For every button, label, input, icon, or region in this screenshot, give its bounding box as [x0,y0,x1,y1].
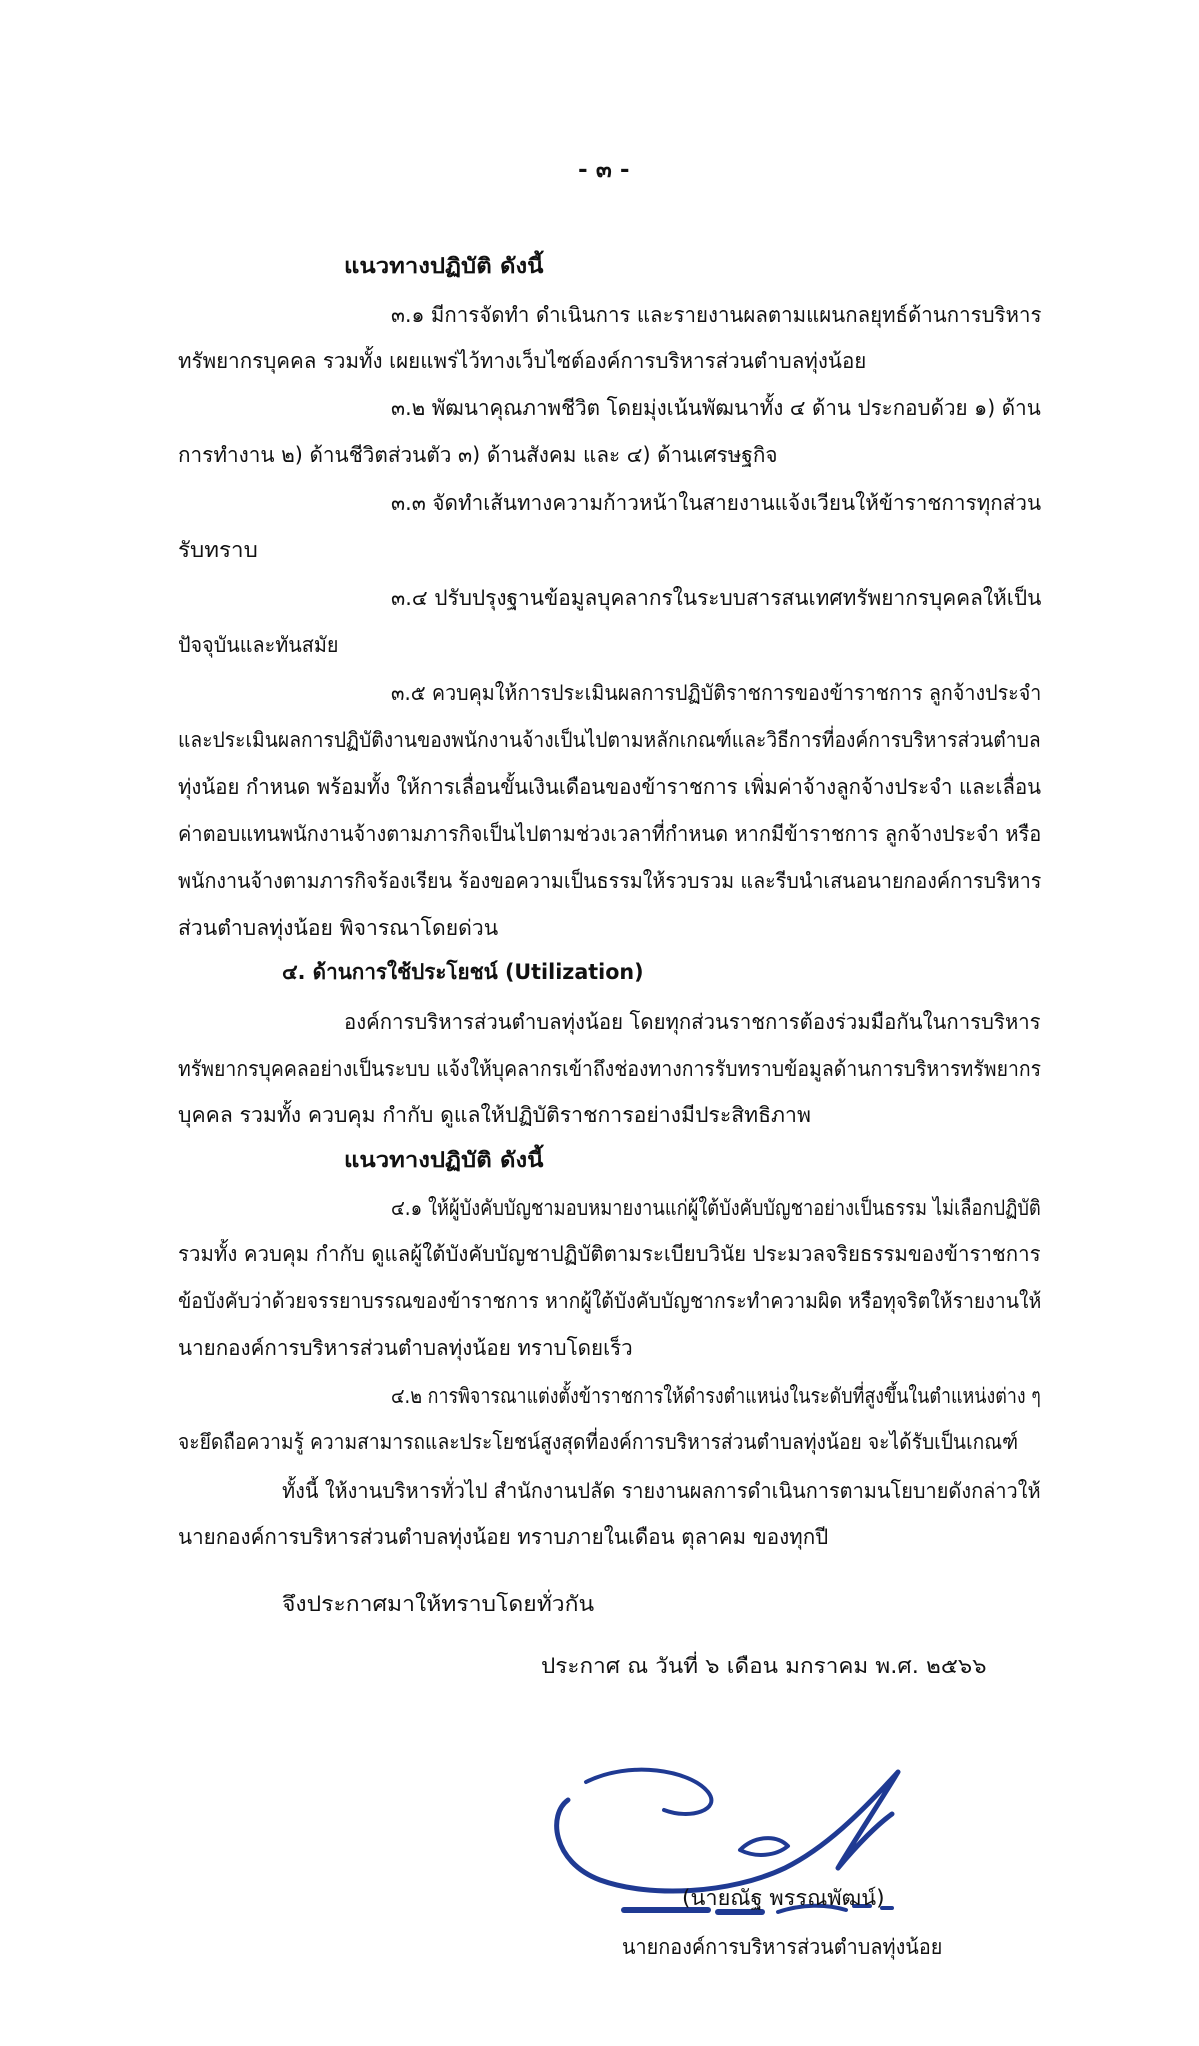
section4-title: ๔. ด้านการใช้ประโยชน์ (Utilization) [282,960,644,984]
section4-intro-line2: ทรัพยากรบุคคลอย่างเป็นระบบ แจ้งให้บุคลากรเข้าถึงช่องทางการรับทราบข้อมูลด้านการบริหารทรัพยากร [178,1057,1042,1081]
section3-guideline-heading: แนวทางปฏิบัติ ดังนี้ [344,254,544,278]
item-3-3-line2: รับทราบ [178,538,258,562]
item-3-5-line6: ส่วนตำบลทุ่งน้อย พิจารณาโดยด่วน [178,916,499,940]
item-3-2-line1: ๓.๒ พัฒนาคุณภาพชีวิต โดยมุ่งเน้นพัฒนาทั้ง ๔ ด้าน ประกอบด้วย ๑) ด้าน [391,396,1041,420]
item-3-4-line2: ปัจจุบันและทันสมัย [178,633,339,657]
closing-line2: นายกองค์การบริหารส่วนตำบลทุ่งน้อย ทราบภายในเดือน ตุลาคม ของทุกปี [178,1525,829,1549]
announcement-line: จึงประกาศมาให้ทราบโดยทั่วกัน [282,1592,595,1616]
item-4-2-line2: จะยึดถือความรู้ ความสามารถและประโยชน์สูงสุดที่องค์การบริหารส่วนตำบลทุ่งน้อย จะได้รับเป็นเกณฑ์ [178,1430,1019,1454]
section4-intro-line1: องค์การบริหารส่วนตำบลทุ่งน้อย โดยทุกส่วนราชการต้องร่วมมือกันในการบริหาร [344,1010,1041,1034]
item-3-2-line2: การทำงาน ๒) ด้านชีวิตส่วนตัว ๓) ด้านสังคม และ ๔) ด้านเศรษฐกิจ [178,443,778,467]
signature-stroke [557,1772,898,1891]
item-4-1-line2: รวมทั้ง ควบคุม กำกับ ดูแลผู้ใต้บังคับบัญชาปฏิบัติตามระเบียบวินัย ประมวลจริยธรรมของข้าราชการ [178,1242,1041,1266]
announcement-date: ประกาศ ณ วันที่ ๖ เดือน มกราคม พ.ศ. ๒๕๖๖ [541,1654,987,1678]
item-3-5-line2: และประเมินผลการปฏิบัติงานของพนักงานจ้างเป็นไปตามหลักเกณฑ์และวิธีการที่องค์การบริหารส่วนตำบล [178,728,1041,752]
item-3-4-line1: ๓.๔ ปรับปรุงฐานข้อมูลบุคลากรในระบบสารสนเทศทรัพยากรบุคคลให้เป็น [391,586,1042,610]
signatory-name: (นายณัฐ พรรณพัฒน์) [682,1886,885,1910]
item-4-1-line4: นายกองค์การบริหารส่วนตำบลทุ่งน้อย ทราบโดยเร็ว [178,1336,633,1360]
signature-stroke [740,1838,788,1855]
item-3-1-line2: ทรัพยากรบุคคล รวมทั้ง เผยแพร่ไว้ทางเว็บไซต์องค์การบริหารส่วนตำบลทุ่งน้อย [178,349,867,373]
signatory-position: นายกองค์การบริหารส่วนตำบลทุ่งน้อย [622,1935,943,1959]
item-3-3-line1: ๓.๓ จัดทำเส้นทางความก้าวหน้าในสายงานแจ้งเวียนให้ข้าราชการทุกส่วน [391,491,1042,515]
item-4-1-line1: ๔.๑ ให้ผู้บังคับบัญชามอบหมายงานแก่ผู้ใต้บังคับบัญชาอย่างเป็นธรรม ไม่เลือกปฏิบัติ [391,1196,1041,1220]
section4-guideline-heading: แนวทางปฏิบัติ ดังนี้ [344,1148,544,1172]
signature-stroke [586,1770,711,1814]
item-3-5-line5: พนักงานจ้างตามภารกิจร้องเรียน ร้องขอความเป็นธรรมให้รวบรวม และรีบนำเสนอนายกองค์การบริหาร [178,869,1042,893]
item-4-2-line1: ๔.๒ การพิจารณาแต่งตั้งข้าราชการให้ดำรงตำแหน่งในระดับที่สูงขึ้นในตำแหน่งต่าง ๆ [391,1384,1041,1408]
section4-intro-line3: บุคคล รวมทั้ง ควบคุม กำกับ ดูแลให้ปฏิบัติราชการอย่างมีประสิทธิภาพ [178,1103,811,1127]
item-3-5-line1: ๓.๕ ควบคุมให้การประเมินผลการปฏิบัติราชการของข้าราชการ ลูกจ้างประจำ [391,681,1042,705]
item-3-1-line1: ๓.๑ มีการจัดทำ ดำเนินการ และรายงานผลตามแผนกลยุทธ์ด้านการบริหาร [391,303,1042,327]
item-4-1-line3: ข้อบังคับว่าด้วยจรรยาบรรณของข้าราชการ หากผู้ใต้บังคับบัญชากระทำความผิด หรือทุจริตให้รายงานให้ [178,1289,1042,1313]
item-3-5-line4: ค่าตอบแทนพนักงานจ้างตามภารกิจเป็นไปตามช่วงเวลาที่กำหนด หากมีข้าราชการ ลูกจ้างประจำ หรือ [178,822,1042,846]
item-3-5-line3: ทุ่งน้อย กำหนด พร้อมทั้ง ให้การเลื่อนขั้นเงินเดือนของข้าราชการ เพิ่มค่าจ้างลูกจ้างประจำ และเลื่อน [178,775,1042,799]
page-number: - ๓ - [578,158,630,183]
closing-line1: ทั้งนี้ ให้งานบริหารทั่วไป สำนักงานปลัด รายงานผลการดำเนินการตามนโยบายดังกล่าวให้ [282,1479,1041,1503]
